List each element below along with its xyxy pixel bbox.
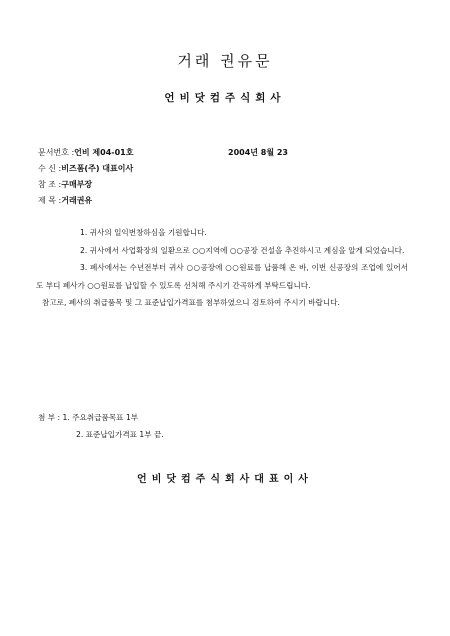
closing-signature: 언비닷컴주식회사대표이사 [137, 474, 313, 485]
document-title: 거래 권유문 [177, 52, 273, 70]
paragraph-note: 참고로, 폐사의 취급품목 및 그 표준납입가격표를 첨부하였으니 검토하여 주시기 바랍니다. [42, 298, 340, 307]
reference-row [38, 179, 92, 190]
recipient-row [38, 163, 133, 174]
paragraph-2: 2. 귀사에서 사업확장의 일환으로 ○○지역에 ○○공장 건설을 추진하시고 계심을 알게 되었습니다. [80, 245, 405, 255]
document-date: 2004년 8월 23 [228, 148, 288, 157]
doc-number-value: 언비 제04-01호 [74, 148, 134, 157]
attachment-item-1: 1. 주요취급품목표 1부 [62, 413, 139, 422]
subject-label: 제 목 : [38, 196, 62, 205]
letter-body [36, 224, 408, 312]
reference-label: 참 조 : [38, 180, 62, 189]
reference-value: 구매부장 [61, 180, 93, 189]
attachment-item-2: 2. 표준납입가격표 1부 끝. [76, 430, 164, 439]
subject-value: 거래권유 [61, 196, 93, 205]
company-name: 언비닷컴주식회사 [164, 92, 286, 104]
attachments [38, 409, 164, 443]
doc-number-label: 문서번호 : [38, 148, 75, 157]
recipient-label: 수 신 : [38, 164, 62, 173]
paragraph-3: 3. 폐사에서는 수년전부터 귀사 ○○공장에 ○○원료를 납품해 온 바, 이번 신공장의 조업에 있어서도 부디 폐사가 ○○원료를 납입할 수 있도록 선처해 주시기 간곡하게 부탁드립니다. [36, 263, 408, 290]
paragraph-1: 1. 귀사의 일익번창하심을 기원합니다. [80, 228, 207, 237]
recipient-value: 비즈폼(주) 대표이사 [61, 164, 134, 173]
attachment-row-1 [38, 409, 164, 426]
attachment-label: 첨 부 : [38, 413, 63, 422]
subject-row [38, 195, 92, 206]
doc-number-row [38, 147, 133, 158]
